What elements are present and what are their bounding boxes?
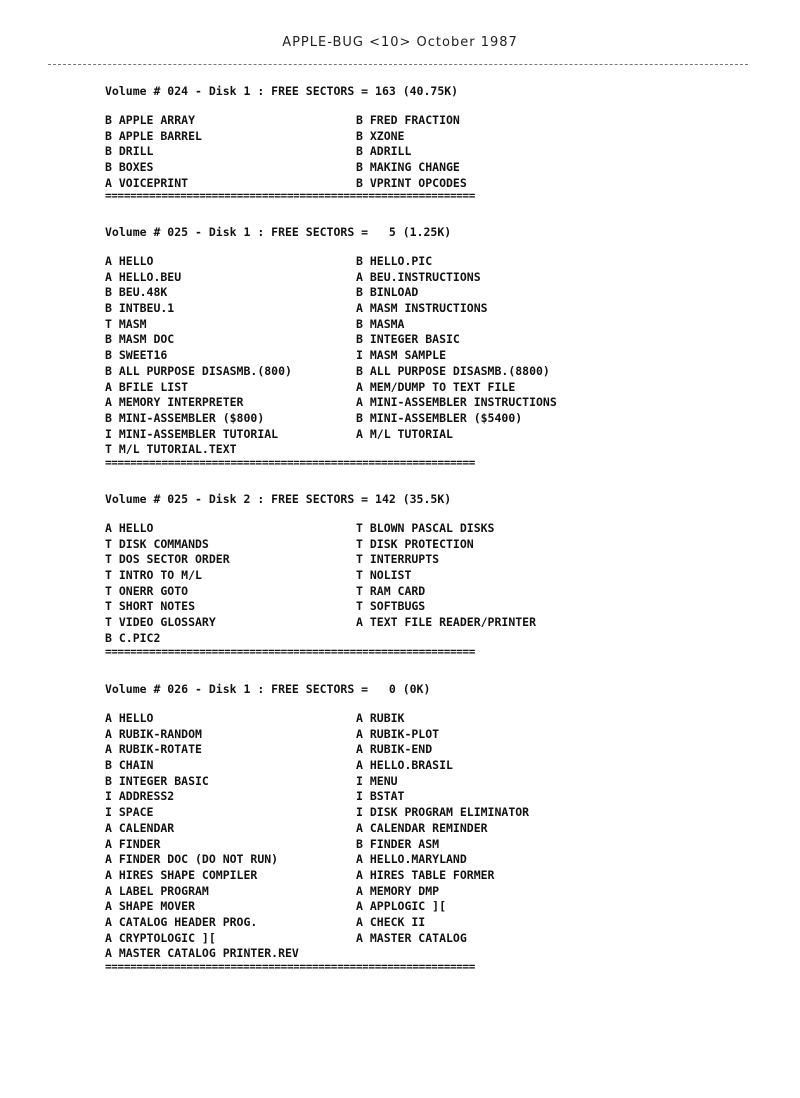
file-entry: B ALL PURPOSE DISASMB.(8800) (356, 363, 550, 378)
file-entry: T M/L TUTORIAL.TEXT (105, 442, 237, 457)
file-entry: B FINDER ASM (356, 836, 440, 851)
file-list (105, 711, 625, 962)
file-entry: A RUBIK-END (356, 742, 433, 757)
file-entry: B DRILL (105, 144, 154, 159)
file-entry: B MINI-ASSEMBLER ($800) (105, 410, 265, 425)
file-entry: A HELLO (105, 254, 154, 268)
file-entry: T DISK COMMANDS (105, 536, 209, 551)
file-entry: T VIDEO GLOSSARY (105, 615, 216, 630)
file-entry: B MINI-ASSEMBLER ($5400) (356, 410, 523, 425)
file-entry: B C.PIC2 (105, 630, 161, 645)
file-entry: A HIRES TABLE FORMER (356, 867, 495, 882)
file-entry: T SHORT NOTES (105, 599, 196, 614)
file-entry: B APPLE ARRAY (105, 113, 196, 127)
file-entry: I MENU (356, 773, 398, 788)
file-entry: T BLOWN PASCAL DISKS (356, 521, 495, 535)
file-entry: T MASM (105, 316, 147, 331)
file-entry: A CATALOG HEADER PROG. (105, 914, 258, 929)
header-divider (48, 64, 748, 65)
file-entry: T INTRO TO M/L (105, 568, 202, 583)
file-entry: A FINDER (105, 836, 161, 851)
file-entry: A BEU.INSTRUCTIONS (356, 269, 481, 284)
file-entry: A MASM INSTRUCTIONS (356, 301, 488, 316)
file-entry: I BSTAT (356, 789, 405, 804)
file-entry: B MAKING CHANGE (356, 160, 460, 175)
file-entry: A HELLO (105, 711, 154, 725)
file-entry (356, 631, 626, 647)
file-entry: A HELLO.BEU (105, 269, 182, 284)
file-entry: A MEM/DUMP TO TEXT FILE (356, 379, 516, 394)
file-entry: A HELLO.MARYLAND (356, 852, 467, 867)
volume-block (105, 491, 625, 657)
file-entry: A VOICEPRINT (105, 175, 189, 190)
file-entry: A HELLO.BRASIL (356, 758, 453, 773)
file-entry: B HELLO.PIC (356, 254, 433, 268)
file-entry: A CALENDAR (105, 820, 175, 835)
file-entry: A MEMORY INTERPRETER (105, 395, 244, 410)
file-entry: A RUBIK-RANDOM (105, 726, 202, 741)
file-entry: B FRED FRACTION (356, 113, 460, 127)
file-entry (356, 442, 626, 458)
file-entry: I MASM SAMPLE (356, 348, 447, 363)
file-list (105, 254, 625, 458)
file-entry: B SWEET16 (105, 348, 168, 363)
file-entry: B BINLOAD (356, 285, 419, 300)
file-entry: A CHECK II (356, 914, 426, 929)
file-entry: A RUBIK-PLOT (356, 726, 440, 741)
file-entry: I MINI-ASSEMBLER TUTORIAL (105, 426, 279, 441)
file-entry: A CALENDAR REMINDER (356, 820, 488, 835)
volume-separator: =========================================================== (105, 457, 476, 468)
file-entry: B INTEGER BASIC (356, 332, 460, 347)
file-entry: T INTERRUPTS (356, 552, 440, 567)
file-entry: B XZONE (356, 128, 405, 143)
file-entry: A BFILE LIST (105, 379, 189, 394)
volume-block (105, 224, 625, 468)
file-entry: T SOFTBUGS (356, 599, 426, 614)
file-entry: A RUBIK-ROTATE (105, 742, 202, 757)
volume-separator: =========================================================== (105, 962, 476, 972)
volume-separator: =========================================================== (105, 646, 476, 657)
file-entry: A MASTER CATALOG (356, 930, 467, 945)
file-entry: B CHAIN (105, 758, 154, 773)
volume-title: Volume # 025 - Disk 2 : FREE SECTORS = 142 (35.5K) (105, 492, 452, 506)
file-entry: A FINDER DOC (DO NOT RUN) (105, 852, 279, 867)
volume-title: Volume # 026 - Disk 1 : FREE SECTORS = 0 (0K) (105, 682, 431, 696)
file-entry: A HELLO (105, 521, 154, 535)
file-entry: B BEU.48K (105, 285, 168, 300)
file-entry: T RAM CARD (356, 583, 426, 598)
file-entry: A MEMORY DMP (356, 883, 440, 898)
file-entry: B INTEGER BASIC (105, 773, 209, 788)
file-entry: A SHAPE MOVER (105, 899, 196, 914)
file-entry: B ALL PURPOSE DISASMB.(800) (105, 363, 292, 378)
file-entry: T ONERR GOTO (105, 583, 189, 598)
file-entry: A CRYPTOLOGIC ][ (105, 930, 216, 945)
file-entry: I ADDRESS2 (105, 789, 175, 804)
volume-separator: =========================================================== (105, 191, 476, 202)
volume-block (105, 681, 625, 972)
file-entry: T DOS SECTOR ORDER (105, 552, 230, 567)
file-entry: A M/L TUTORIAL (356, 426, 453, 441)
file-entry: B BOXES (105, 160, 154, 175)
file-entry: A MINI-ASSEMBLER INSTRUCTIONS (356, 395, 557, 410)
file-entry: I SPACE (105, 805, 154, 820)
file-entry: A HIRES SHAPE COMPILER (105, 867, 258, 882)
volume-title: Volume # 024 - Disk 1 : FREE SECTORS = 163 (40.75K) (105, 84, 459, 98)
file-entry: B INTBEU.1 (105, 301, 175, 316)
volume-title: Volume # 025 - Disk 1 : FREE SECTORS = 5 (1.25K) (105, 225, 452, 239)
file-entry (356, 946, 626, 962)
file-entry: A RUBIK (356, 711, 405, 725)
file-entry: B MASM DOC (105, 332, 175, 347)
volume-block (105, 83, 625, 201)
file-entry: A TEXT FILE READER/PRINTER (356, 615, 537, 630)
file-entry: A APPLOGIC ][ (356, 899, 447, 914)
file-entry: B VPRINT OPCODES (356, 175, 467, 190)
file-entry: B MASMA (356, 316, 405, 331)
file-list (105, 521, 625, 647)
page-header: APPLE-BUG <10> October 1987 (282, 35, 518, 50)
file-entry: T DISK PROTECTION (356, 536, 474, 551)
file-entry: A MASTER CATALOG PRINTER.REV (105, 946, 299, 961)
file-entry: A LABEL PROGRAM (105, 883, 209, 898)
file-entry: B APPLE BARREL (105, 128, 202, 143)
file-entry: I DISK PROGRAM ELIMINATOR (356, 805, 530, 820)
file-entry: T NOLIST (356, 568, 412, 583)
file-list (105, 113, 625, 191)
file-entry: B ADRILL (356, 144, 412, 159)
